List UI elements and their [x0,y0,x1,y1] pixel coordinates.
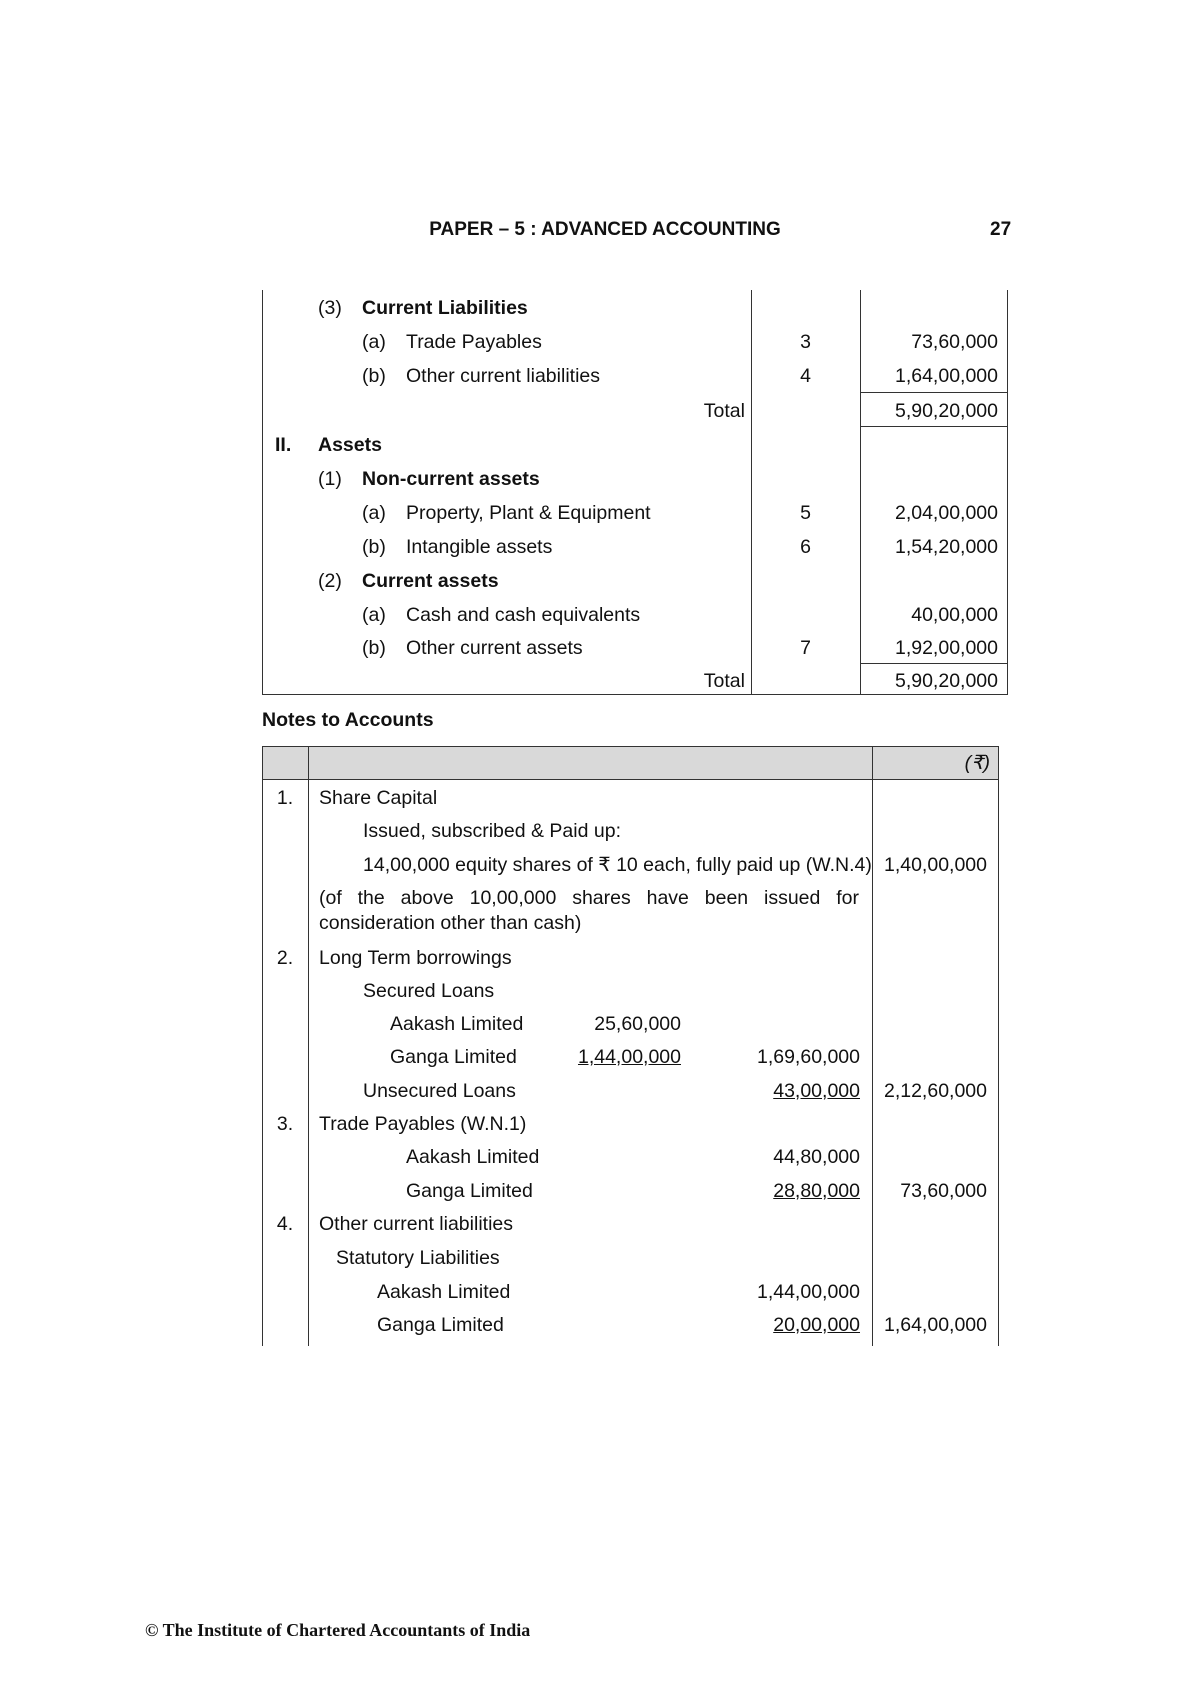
bs-cl-item-a-letter: (a) [362,331,386,353]
note-3-aakash-label: Aakash Limited [406,1146,540,1168]
bs-total-1-amount: 5,90,20,000 [894,400,998,422]
note-4-number: 4. [276,1213,294,1235]
notes-top-border [262,746,999,747]
bs-cl-item-b-letter: (b) [362,365,386,387]
bs-nca-num: (1) [318,468,342,490]
note-1-subheading: Issued, subscribed & Paid up: [363,820,621,842]
note-1-remark-line-2: consideration other than cash) [319,912,582,934]
bs-ca-item-a-letter: (a) [362,604,386,626]
note-2-aakash-label: Aakash Limited [390,1013,524,1035]
bs-nca-item-a-amount: 2,04,00,000 [894,502,998,524]
bs-left-border [262,290,263,694]
bs-right-border [1007,290,1008,694]
notes-num-col-border [308,746,309,1346]
note-1-amount: 1,40,00,000 [883,854,987,876]
note-4-aakash-label: Aakash Limited [377,1281,511,1303]
notes-to-accounts-title: Notes to Accounts [262,709,434,731]
bs-total-rule-1 [860,426,1007,427]
note-2-ganga-amount: 1,44,00,000 [577,1046,681,1068]
bs-total-1-label: Total [703,400,745,422]
note-3-total: 73,60,000 [900,1180,987,1202]
page-header-title: PAPER – 5 : ADVANCED ACCOUNTING [429,219,781,240]
bs-total-2-label: Total [703,670,745,692]
bs-ca-item-a-amount: 40,00,000 [911,604,998,626]
bs-nca-item-b-label: Intangible assets [406,536,553,558]
note-2-unsecured-amount: 43,00,000 [773,1080,860,1102]
bs-total-2-amount: 5,90,20,000 [894,670,998,692]
bs-ca-num: (2) [318,570,342,592]
note-2-aakash-amount: 25,60,000 [594,1013,681,1035]
bs-ca-item-b-label: Other current assets [406,637,583,659]
note-1-remark-line-1: (of the above 10,00,000 shares have been issued for [319,887,859,909]
bs-subtotal-rule-2 [860,663,1007,664]
bs-nca-item-a-note: 5 [800,502,811,524]
note-3-title: Trade Payables (W.N.1) [319,1113,527,1135]
bs-nca-item-b-amount: 1,54,20,000 [894,536,998,558]
note-4-title: Other current liabilities [319,1213,513,1235]
bs-nca-item-b-letter: (b) [362,536,386,558]
bs-bottom-border [262,694,1008,695]
note-2-number: 2. [276,947,294,969]
bs-assets-heading: Assets [318,434,382,456]
notes-left-border [262,746,263,1346]
bs-cl-heading: Current Liabilities [362,297,528,319]
note-4-ganga-amount: 20,00,000 [773,1314,860,1336]
bs-cl-item-b-note: 4 [800,365,811,387]
note-2-secured-total: 1,69,60,000 [756,1046,860,1068]
currency-header: (₹) [964,752,990,774]
bs-ca-item-b-amount: 1,92,00,000 [894,637,998,659]
bs-cl-item-b-label: Other current liabilities [406,365,600,387]
note-3-ganga-label: Ganga Limited [406,1180,533,1202]
note-2-unsecured-label: Unsecured Loans [363,1080,516,1102]
bs-ca-item-b-note: 7 [800,637,811,659]
note-4-ganga-label: Ganga Limited [377,1314,504,1336]
footer-copyright: © The Institute of Chartered Accountants of India [145,1620,531,1640]
bs-assets-roman: II. [275,434,292,456]
bs-nca-item-a-label: Property, Plant & Equipment [406,502,651,524]
page-number: 27 [990,219,1012,240]
note-3-aakash-amount: 44,80,000 [773,1146,860,1168]
notes-header-bottom-border [262,779,999,780]
note-4-statutory-heading: Statutory Liabilities [336,1247,500,1269]
bs-nca-heading: Non-current assets [362,468,540,490]
bs-ca-item-b-letter: (b) [362,637,386,659]
bs-nca-item-b-note: 6 [800,536,811,558]
notes-right-border [998,746,999,1346]
note-3-number: 3. [276,1113,294,1135]
bs-cl-item-b-amount: 1,64,00,000 [894,365,998,387]
bs-cl-item-a-note: 3 [800,331,811,353]
note-4-aakash-amount: 1,44,00,000 [756,1281,860,1303]
note-1-number: 1. [276,787,294,809]
note-3-ganga-amount: 28,80,000 [773,1180,860,1202]
bs-cl-num: (3) [318,297,342,319]
note-2-total: 2,12,60,000 [883,1080,987,1102]
note-2-secured-heading: Secured Loans [363,980,495,1002]
note-2-title: Long Term borrowings [319,947,512,969]
bs-ca-item-a-label: Cash and cash equivalents [406,604,641,626]
bs-ca-heading: Current assets [362,570,499,592]
bs-nca-item-a-letter: (a) [362,502,386,524]
bs-subtotal-rule-1 [860,392,1007,393]
note-1-title: Share Capital [319,787,438,809]
note-4-total: 1,64,00,000 [883,1314,987,1336]
notes-amount-col-border [872,746,873,1346]
note-2-ganga-label: Ganga Limited [390,1046,517,1068]
bs-cl-item-a-amount: 73,60,000 [911,331,998,353]
bs-cl-item-a-label: Trade Payables [406,331,542,353]
note-1-detail: 14,00,000 equity shares of ₹ 10 each, fully paid up (W.N.4) [363,854,872,876]
